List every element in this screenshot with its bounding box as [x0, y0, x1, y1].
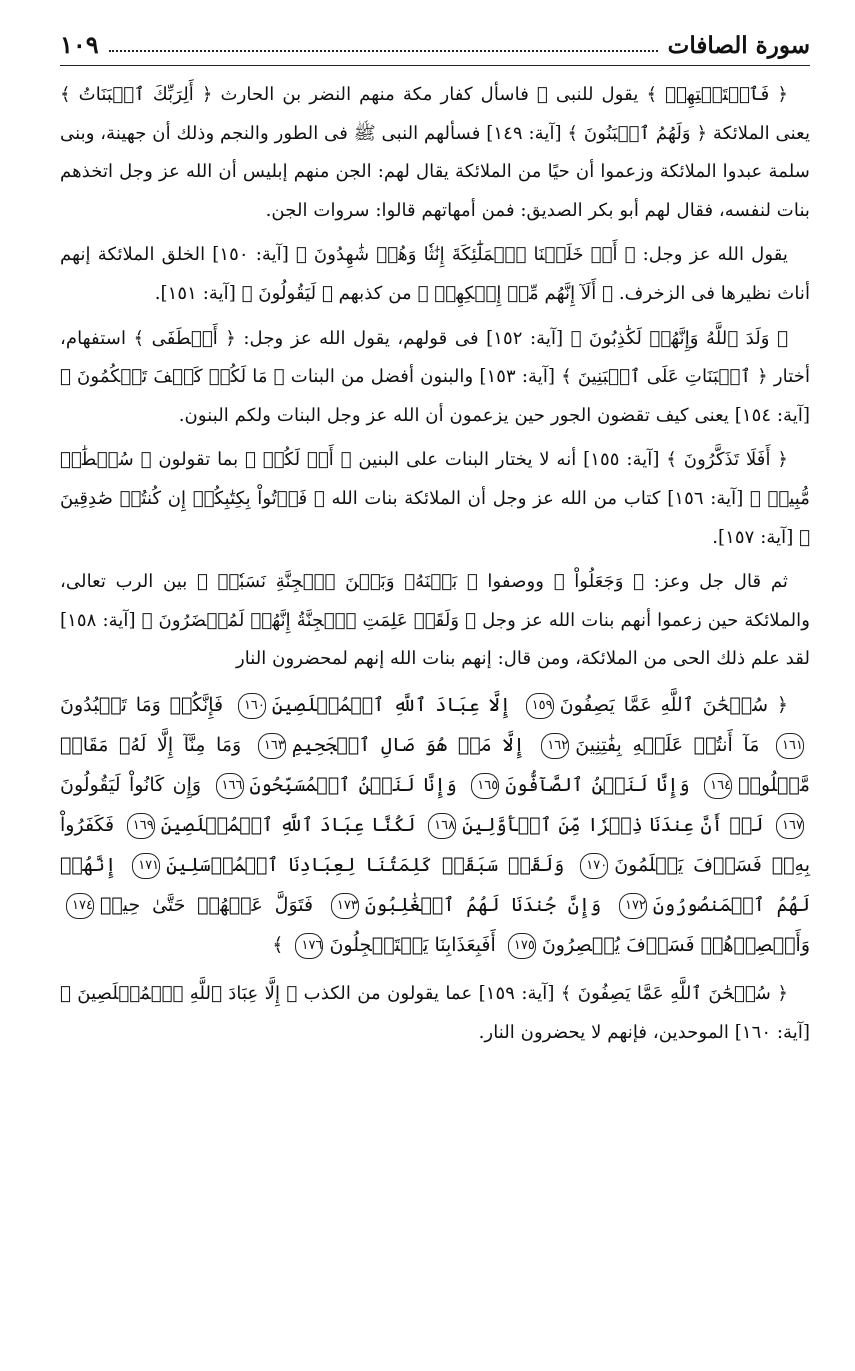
commentary-paragraph: ﴿ أَفَلَا تَذَكَّرُونَ ﴾ [آية: ١٥٥] أنه لا يختار البنات على البنين ﴿ أَمۡ لَكُمۡ ﴾ بما تقولون ﴿ سُلۡطَٰنٞ مُّبِينٞ ﴾ [آية: ١٥٦] كتاب من الله عز وجل أن الملائكة بنات الله ﴿ فَأۡتُواْ بِكِتَٰبِكُمۡ إِن كُنتُمۡ صَٰدِقِينَ ﴾ [آية: ١٥٧]. [60, 449, 810, 548]
commentary-paragraph: ﴿ وَلَدَ ٱللَّهُ وَإِنَّهُمۡ لَكَٰذِبُونَ ﴾ [آية: ١٥٢] فى قولهم، يقول الله عز وجل: ﴿ أَصۡطَفَى ﴾ استفهام، أختار ﴿ ٱلۡبَنَاتِ عَلَى ٱلۡبَنِينَ ﴾ [آية: ١٥٣] والبنون أفضل من البنات ﴿ مَا لَكُمۡ كَيۡفَ تَحۡكُمُونَ ﴾ [آية: ١٥٤] يعنى كيف تقضون الجور حين يزعمون أن الله عز وجل البنات ولكم البنون. [60, 327, 810, 426]
verse-text: ﴿ سُبۡحَٰنَ ٱللَّهِ عَمَّا يَصِفُونَ [559, 693, 789, 716]
verse-text: وَإِنَّا لَنَحۡنُ ٱلۡمُسَبِّحُونَ [249, 773, 457, 796]
page-header [60, 22, 810, 66]
verse-number-marker: ١٦٣ [258, 733, 286, 759]
commentary-paragraph: ثم قال جل وعز: ﴿ وَجَعَلُواْ ﴾ ووصفوا ﴿ بَيۡنَهُۥ وَبَيۡنَ ٱلۡجِنَّةِ نَسَبٗاۚ ﴾ بين الرب تعالى، والملائكة حين زعموا أنهم بنات الله عز وجل ﴿ وَلَقَدۡ عَلِمَتِ ٱلۡجِنَّةُ إِنَّهُمۡ لَمُحۡضَرُونَ ﴾ [آية: ١٥٨] لقد علم ذلك الحى من الملائكة، ومن قال: إنهم بنات الله إنهم لمحضرون النار [60, 571, 810, 670]
commentary-paragraph: ﴿ فَٱسۡتَفۡتِهِمۡ ﴾ يقول للنبى ﷺ فاسأل كفار مكة منهم النضر بن الحارث ﴿ أَلِرَبِّكَ ٱلۡبَنَاتُ ﴾ يعنى الملائكة ﴿ وَلَهُمُ ٱلۡبَنُونَ ﴾ [آية: ١٤٩] فسألهم النبى ﷺ فى الطور والنجم وذلك أن جهينة، وبنى سلمة عبدوا الملائكة وزعموا أن حيًا من الملائكة يقال لهم: الجن منهم إبليس أن الله عز وجل اتخذهم بنات لنفسه، فقال لهم أبو بكر الصديق: فمن أمهاتهم قالوا: سروات الجن. [60, 84, 811, 221]
verse-number-marker: ١٧١ [132, 853, 160, 879]
verse-text: وَإِنَّا لَنَحۡنُ ٱلصَّآفُّونَ [505, 773, 690, 796]
verse-text: وَأَبۡصِرۡهُمۡ فَسَوۡفَ يُبۡصِرُونَ [541, 933, 810, 956]
verse-text: وَلَقَدۡ سَبَقَتۡ كَلِمَتُنَا لِعِبَادِنَا ٱلۡمُرۡسَلِينَ [166, 853, 565, 876]
verse-text: مَآ أَنتُمۡ عَلَيۡهِ بِفَٰتِنِينَ [575, 733, 760, 756]
verse-number-marker: ١٧٤ [66, 893, 94, 919]
verse-number-marker: ١٦٢ [541, 733, 569, 759]
verse-number-marker: ١٦١ [776, 733, 804, 759]
page-body [60, 76, 810, 1052]
commentary-paragraph: ﴿ سُبۡحَٰنَ ٱللَّهِ عَمَّا يَصِفُونَ ﴾ [آية: ١٥٩] عما يقولون من الكذب ﴿ إِلَّا عِبَادَ ٱللَّهِ ٱلۡمُخۡلَصِينَ ﴾ [آية: ١٦٠] الموحدين، فإنهم لا يحضرون النار. [60, 982, 810, 1043]
verse-number-marker: ١٦٤ [704, 773, 732, 799]
verse-text: إِلَّا عِبَادَ ٱللَّهِ ٱلۡمُخۡلَصِينَ [271, 693, 511, 716]
verse-text: فَإِنَّكُمۡ وَمَا تَعۡبُدُونَ [60, 693, 224, 716]
surah-title: سورة الصافات [667, 32, 810, 59]
verse-number-marker: ١٦٩ [127, 813, 155, 839]
verse-number-marker: ١٦٥ [471, 773, 499, 799]
verse-number-marker: ١٦٧ [776, 813, 804, 839]
verse-number-marker: ١٦٨ [428, 813, 456, 839]
verse-text: وَإِنَّ جُندَنَا لَهُمُ ٱلۡغَٰلِبُونَ [364, 893, 602, 916]
verses-closing-bracket: ﴾ [272, 933, 284, 956]
verse-text: لَكُنَّا عِبَادَ ٱللَّهِ ٱلۡمُخۡلَصِينَ [160, 813, 416, 836]
commentary-paragraph: يقول الله عز وجل: ﴿ أَمۡ خَلَقۡنَا ٱلۡمَلَٰٓئِكَةَ إِنَٰثٗا وَهُمۡ شَٰهِدُونَ ﴾ [آية: ١٥٠] الخلق الملائكة إنهم أناث نظيرها فى الزخرف. ﴿ أَلَآ إِنَّهُم مِّنۡ إِفۡكِهِمۡ ﴾ من كذبهم ﴿ لَيَقُولُونَ ﴾ [آية: ١٥١]. [60, 244, 810, 304]
verse-number-marker: ١٧٥ [508, 933, 536, 959]
verse-text: فَكَفَرُواْ بِهِۦۖ فَسَوۡفَ يَعۡلَمُونَ [60, 813, 811, 876]
verse-number-marker: ١٧٠ [580, 853, 608, 879]
verse-number-marker: ١٧٢ [619, 893, 647, 919]
header-dotted-leader [109, 50, 658, 52]
verse-number-marker: ١٧٣ [331, 893, 359, 919]
verse-number-marker: ١٧٦ [295, 933, 323, 959]
verse-text: فَتَوَلَّ عَنۡهُمۡ حَتَّىٰ حِينٖ [100, 893, 314, 916]
verse-number-marker: ١٥٩ [526, 693, 554, 719]
verse-number-marker: ١٦٦ [216, 773, 244, 799]
verse-text: إِنَّهُمۡ لَهُمُ ٱلۡمَنصُورُونَ [60, 853, 810, 916]
verse-text: أَفَبِعَذَابِنَا يَسۡتَعۡجِلُونَ [329, 933, 496, 956]
verse-text: إِلَّا مَنۡ هُوَ صَالِ ٱلۡجَحِيمِ [291, 733, 525, 756]
verse-text: وَمَا مِنَّآ إِلَّا لَهُۥ مَقَامٞ مَّعۡلُومٞ [60, 733, 810, 796]
page-number: ١٠٩ [60, 30, 99, 59]
quran-verses-block [60, 685, 810, 965]
verse-text: لَوۡ أَنَّ عِندَنَا ذِكۡرٗا مِّنَ ٱلۡأَوَّلِينَ [462, 813, 764, 836]
verse-number-marker: ١٦٠ [238, 693, 266, 719]
book-page [60, 22, 810, 1342]
verse-text: وَإِن كَانُواْ لَيَقُولُونَ [60, 773, 202, 796]
